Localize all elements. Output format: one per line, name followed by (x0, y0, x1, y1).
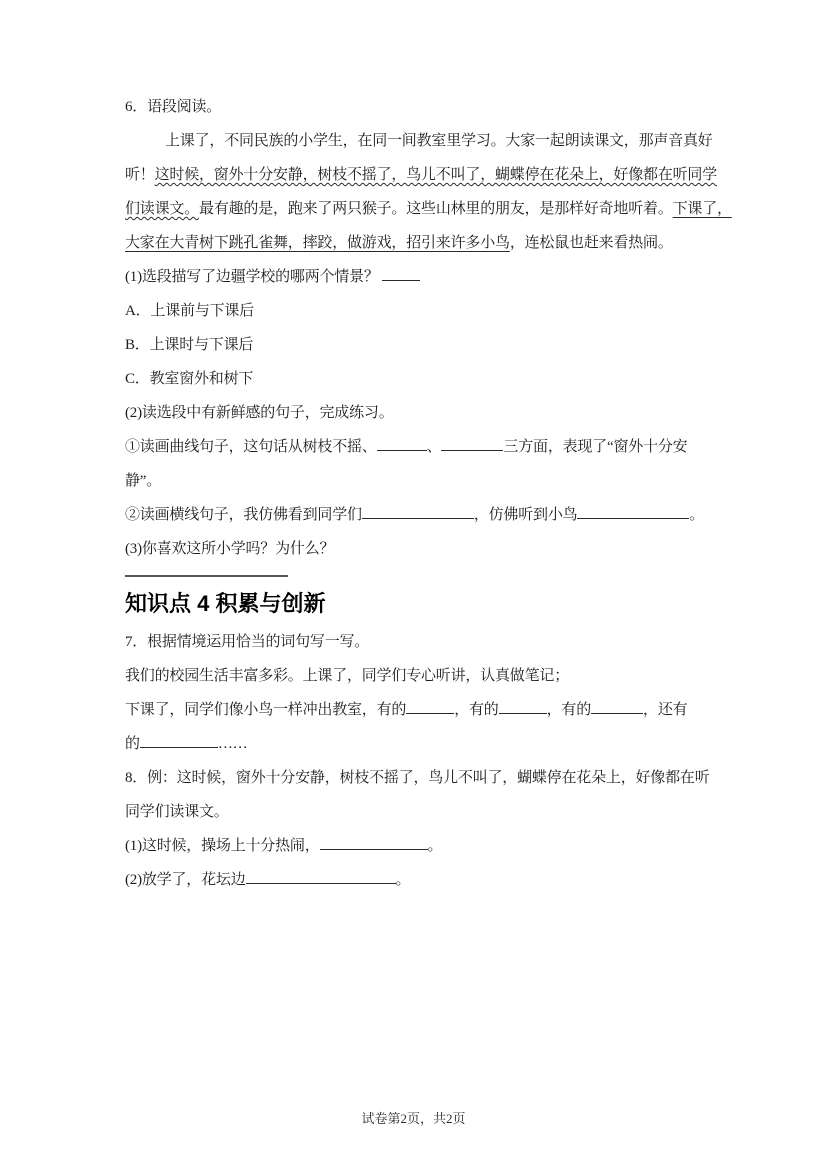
answer-blank (382, 266, 420, 281)
passage-underlined-text: 大家在大青树下跳孔雀舞，摔跤，做游戏，招引来许多小鸟 (125, 235, 510, 251)
page-footer (0, 1108, 827, 1127)
q6-sub2-item1 (125, 430, 715, 464)
page-number-text: 试卷第2页，共2页 (361, 1111, 466, 1126)
q7-line2-m2: ，有的 (546, 702, 592, 718)
q8-stem-line-2 (125, 795, 715, 829)
q6-title (125, 90, 715, 124)
answer-blank (140, 733, 218, 748)
answer-blank (246, 869, 396, 884)
passage-wavy-underlined-text: 这时候，窗外十分安静，树枝不摇了，鸟儿不叫了，蝴蝶停在花朵上，好像都在听同学 (154, 167, 718, 183)
passage-underlined-text: 下课了， (672, 201, 732, 217)
q8-sub2-tail: 。 (395, 872, 411, 888)
answer-blank (377, 436, 427, 451)
q8-sub1-text: (1)这时候，操场上十分热闹， (125, 838, 320, 854)
passage-text: 最有趣的是，跑来了两只猴子。这些山林里的朋友，是那样好奇地听着。 (199, 201, 673, 217)
q7-line2-tail: ，还有 (643, 702, 688, 718)
q8-sub2 (125, 863, 715, 897)
option-c-text: C．教室窗外和树下 (125, 371, 254, 387)
passage-text: ，连松鼠也赶来看热闹。 (509, 235, 673, 251)
q7-line-1 (125, 659, 715, 693)
q6-title-text: 6．语段阅读。 (125, 99, 222, 115)
q6-sub2-item2-tail: 。 (689, 507, 705, 523)
answer-blank (320, 835, 428, 850)
q6-option-a (125, 294, 715, 328)
q8-stem-text: 8．例：这时候，窗外十分安静，树枝不摇了，鸟儿不叫了，蝴蝶停在花朵上，好像都在听 (125, 770, 710, 786)
q6-sub3-text: (3)你喜欢这所小学吗？为什么？ (125, 541, 335, 557)
answer-blank (362, 504, 474, 519)
option-b-text: B．上课时与下课后 (125, 337, 254, 353)
answer-blank (591, 699, 643, 714)
q7-stem-text: 7．根据情境运用恰当的词句写一写。 (125, 634, 370, 650)
q8-sub1-tail: 。 (427, 838, 443, 854)
q6-sub2-item1-cont-text: 静”。 (125, 473, 162, 489)
q6-sub3-answer-line (125, 575, 288, 577)
q6-option-c (125, 362, 715, 396)
passage-text: 听！ (125, 167, 155, 183)
q7-line2-m1: ，有的 (454, 702, 499, 718)
q6-sub2 (125, 396, 715, 430)
q6-sub1-text: (1)选段描写了边疆学校的哪两个情景？ (125, 269, 379, 285)
q8-sub1 (125, 829, 715, 863)
q6-sub3 (125, 532, 715, 566)
q7-line3-tail: …… (217, 736, 248, 752)
q6-passage-line-1 (125, 124, 715, 158)
q6-passage-line-4 (125, 226, 715, 260)
q7-line-2 (125, 693, 715, 727)
q7-line2-text: 下课了，同学们像小鸟一样冲出教室，有的 (125, 702, 407, 718)
q7-stem (125, 625, 715, 659)
q6-sub2-item1-cont (125, 464, 715, 498)
q6-passage-line-3 (125, 192, 732, 226)
option-a-text: A．上课前与下课后 (125, 303, 255, 319)
q6-sub2-item1-text: ①读画曲线句子，这句话从树枝不摇、 (125, 439, 377, 455)
answer-blank (441, 436, 503, 451)
q6-sub1 (125, 260, 715, 294)
q7-line-3 (125, 727, 715, 761)
q6-passage-line-2 (125, 158, 718, 192)
section-heading-text: 知识点 4 积累与创新 (125, 591, 326, 616)
q6-sub2-item2-mid: ，仿佛听到小鸟 (473, 507, 578, 523)
passage-wavy-underlined-text: 们读课文。 (125, 201, 200, 217)
answer-blank (406, 699, 454, 714)
q7-line3-text: 的 (125, 736, 140, 752)
q8-sub2-text: (2)放学了，花坛边 (125, 872, 246, 888)
answer-blank (499, 699, 547, 714)
passage-text: 上课了，不同民族的小学生，在同一间教室里学习。大家一起朗读课文，那声音真好 (165, 133, 713, 149)
q6-sub2-item2 (125, 498, 715, 532)
q7-line1-text: 我们的校园生活丰富多彩。上课了，同学们专心听讲，认真做笔记； (125, 668, 570, 684)
q6-sub2-text: (2)读选段中有新鲜感的句子，完成练习。 (125, 405, 394, 421)
q6-option-b (125, 328, 715, 362)
answer-blank (577, 504, 689, 519)
q6-sub2-item1-tail: 三方面，表现了“窗外十分安 (503, 439, 688, 455)
q8-stem-line-1 (125, 761, 715, 795)
section-heading-knowledge-point-4 (125, 589, 715, 619)
q6-sub2-item1-sep: 、 (426, 439, 442, 455)
page-content (125, 90, 732, 897)
q6-sub2-item2-text: ②读画横线句子，我仿佛看到同学们 (125, 507, 362, 523)
q8-stem-cont-text: 同学们读课文。 (125, 804, 229, 820)
